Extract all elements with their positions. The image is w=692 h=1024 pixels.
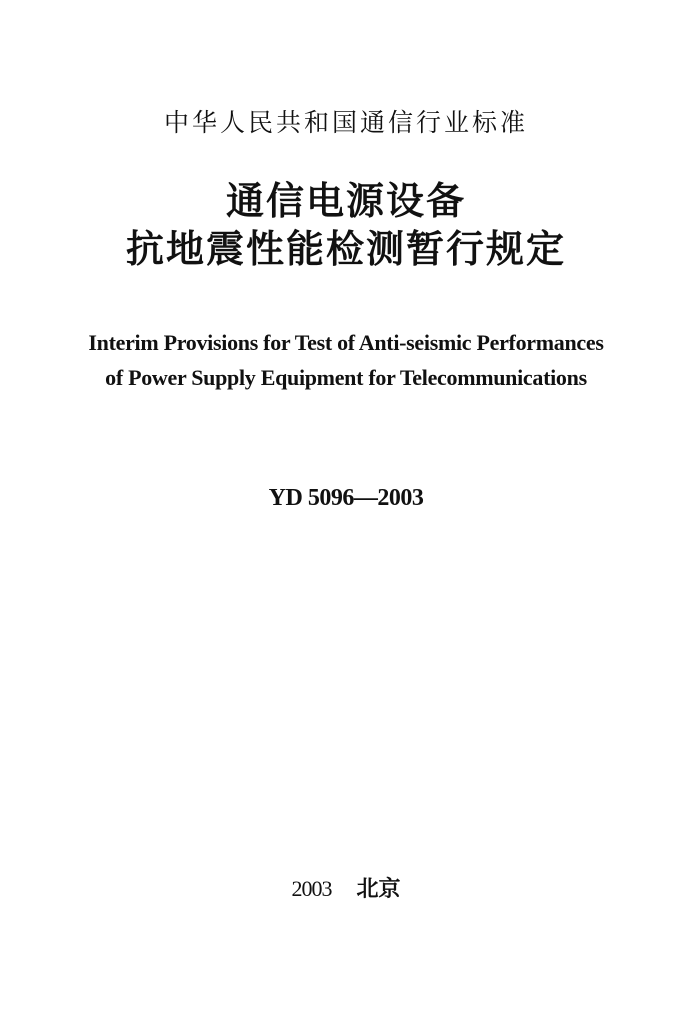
- chinese-title-line-1: 通信电源设备: [225, 179, 466, 223]
- english-title-line-1: Interim Provisions for Test of Anti-seismic Performances: [88, 330, 604, 355]
- publication-city: 北京: [356, 877, 401, 902]
- standard-number: YD 5096—2003: [268, 485, 424, 511]
- standard-category-heading: 中华人民共和国通信行业标准: [163, 108, 528, 137]
- publication-year: 2003: [291, 876, 332, 901]
- english-title-line-2: of Power Supply Equipment for Telecommunications: [105, 365, 587, 390]
- imprint: [0, 872, 692, 903]
- chinese-title-line-2: 抗地震性能检测暂行规定: [125, 227, 566, 271]
